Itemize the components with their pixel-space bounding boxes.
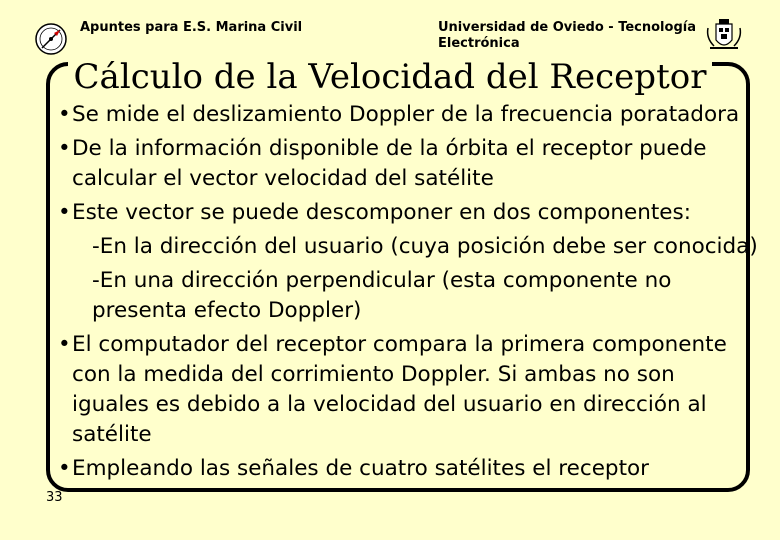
header-left-text: Apuntes para E.S. Marina Civil	[80, 20, 303, 35]
bullet-text: De la información disponible de la órbita el receptor puede calcular el vector velocidad del satélite	[72, 136, 707, 191]
slide-content	[58, 100, 758, 488]
bullet-text: Este vector se puede descomponer en dos componentes:	[72, 200, 691, 225]
bullet-item	[58, 134, 758, 194]
bullet-text: El computador del receptor compara la primera componente con la medida del corrimiento Doppler. Si ambas no son iguales es debido a la velocidad del usuario en dirección al satélite	[72, 332, 727, 447]
sub-item	[58, 266, 758, 326]
slide-title: Cálculo de la Velocidad del Receptor	[68, 57, 713, 97]
bullet-item	[58, 198, 758, 228]
bullet-text: Se mide el deslizamiento Doppler de la frecuencia poratadora	[72, 102, 740, 127]
university-crest-icon	[704, 18, 744, 52]
bullet-text: Empleando las señales de cuatro satélites el receptor	[72, 456, 650, 481]
sub-item-text: -En una dirección perpendicular (esta componente no presenta efecto Doppler)	[92, 268, 672, 323]
slide-title-container	[0, 55, 780, 99]
bullet-item	[58, 330, 758, 450]
sub-item	[58, 232, 758, 262]
page-number: 33	[46, 490, 63, 505]
compass-logo-icon	[34, 22, 68, 56]
header-right-text: Universidad de Oviedo - Tecnología Electrónica	[438, 20, 696, 51]
sub-item-text: -En la dirección del usuario (cuya posición debe ser conocida)	[92, 234, 758, 259]
bullet-item	[58, 100, 758, 130]
bullet-item	[58, 454, 758, 484]
